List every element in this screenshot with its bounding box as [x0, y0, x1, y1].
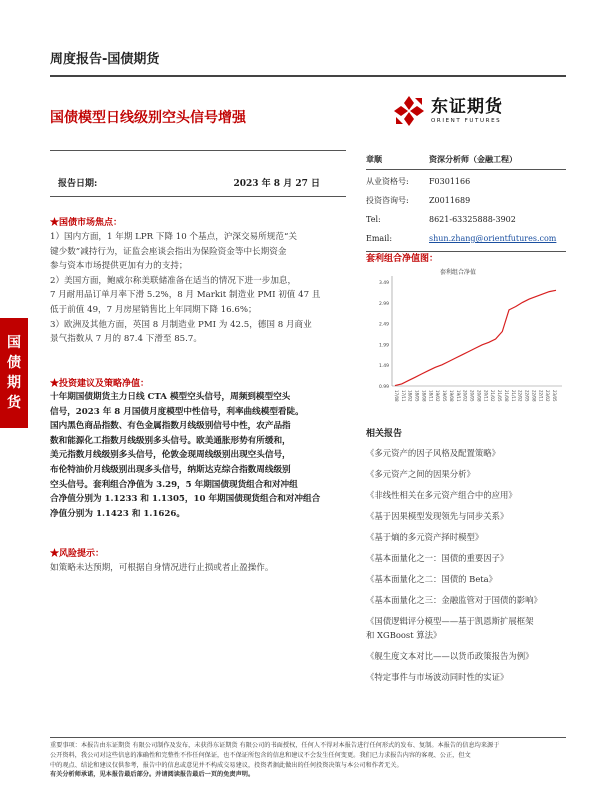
logo-name-cn: 东证期货 [431, 97, 503, 117]
x-tick-label: 20/11 [483, 390, 489, 402]
y-tick-label: 1.99 [378, 343, 389, 349]
x-tick-label: 19/02 [435, 390, 441, 402]
investment-advice-section [50, 376, 350, 521]
related-report-link[interactable]: 《基本面量化之二：国债的 Beta》 [366, 574, 498, 584]
disclaimer-line: 重要事项：本报告由东证期货 有限公司制作及发布，未获得东证期货 有限公司的书面授权，任何人不得对本报告进行任何形式的发布、复制。本报告的信息均来源于 [50, 742, 500, 749]
x-tick-label: 21/02 [490, 390, 496, 402]
x-tick-label: 19/11 [455, 390, 461, 402]
disclaimer-line: 公开资料，我公司对这些信息的准确性和完整性不作任何保证，也不保证所包含的信息和建议不会发生任何变更。我们已力求报告内容的客观、公正，但文 [50, 751, 471, 759]
analyst-name: 章顺 [366, 154, 382, 164]
advice-line: 十年期国债期货主力日线 CTA 模型空头信号，周频到模型空头 [50, 392, 291, 402]
market-focus-heading: ★国债市场焦点： [50, 218, 123, 228]
advice-line: 净值分别为 1.1423 和 1.1626。 [50, 508, 185, 519]
x-tick-label: 18/05 [414, 390, 420, 402]
x-tick-label: 20/08 [476, 390, 482, 402]
report-date-row [50, 176, 340, 189]
advice-heading: ★投资建议及策略净值： [50, 379, 150, 389]
y-tick-label: 3.49 [378, 281, 389, 286]
related-reports [366, 426, 566, 692]
x-tick-label: 23/05 [552, 390, 557, 402]
advice-line: 国内黑色商品指数、有色金属指数月线级别信号中性，农产品指 [50, 421, 291, 432]
related-report-link[interactable]: 《基于因果模型发现领先与同步关系》 [366, 511, 509, 521]
market-line: 1）国内方面，1 年期 LPR 下降 10 个基点，沪深交易所规范“关 [50, 232, 297, 242]
advice-line: 信号，2023 年 8 月国债月度模型中性信号，利率曲线模型看陡。 [50, 406, 304, 417]
market-line: 景气指数从 7 月的 87.4 下滑至 85.7。 [50, 334, 202, 345]
advice-line: 美元指数月线级别多头信号，伦敦金现周线级别出现空头信号， [50, 450, 291, 461]
report-date-label: 报告日期: [58, 179, 98, 189]
disclaimer-line: 有关分析师承诺，见本报告最后部分。并请阅读报告最后一页的免责声明。 [50, 771, 255, 779]
risk-section [50, 546, 350, 576]
related-report-link-cont[interactable]: 和 XGBoost 算法》 [366, 630, 442, 640]
side-tab-char: 期 [7, 375, 21, 391]
chart-heading: 套利组合净值图： [366, 254, 439, 264]
nav-chart [366, 262, 566, 412]
side-category-tab [0, 318, 28, 428]
analyst-field-value: Z0011689 [429, 196, 471, 205]
disclaimer-line: 中的观点、结论和建议仅供参考，报告中的信息或意见并不构成交易建议，投资者据此做出的任何投资决策与本公司和作者无关。 [50, 761, 403, 769]
x-tick-label: 17/11 [400, 390, 406, 402]
analyst-info [366, 150, 566, 252]
x-tick-label: 22/05 [524, 390, 530, 402]
x-tick-label: 17/08 [394, 390, 399, 402]
y-tick-label: 0.99 [378, 385, 389, 390]
analyst-field-value: 8621-63325888-3902 [429, 215, 516, 224]
market-line: 2）美国方面，鲍威尔称美联储准备在适当的情况下进一步加息， [50, 275, 297, 286]
orient-futures-logo-icon [393, 95, 425, 127]
related-report-link[interactable]: 《基本面量化之一：国债的重要因子》 [366, 553, 509, 563]
analyst-field-value: F0301166 [429, 177, 471, 186]
x-tick-label: 21/08 [503, 390, 509, 402]
advice-line: 布伦特油价月线级别出现多头信号，纳斯达克综合指数周线级别 [50, 464, 291, 475]
market-line: 3）欧洲及其他方面，英国 8 月制造业 PMI 为 42.5，德国 8 月商业 [50, 319, 312, 330]
related-report-link[interactable]: 《基于熵的多元资产择时模型》 [366, 532, 484, 542]
x-tick-label: 18/08 [421, 390, 427, 402]
market-focus-section [50, 215, 350, 347]
x-tick-label: 22/08 [531, 390, 537, 402]
y-tick-label: 2.99 [378, 301, 389, 307]
related-report-link[interactable]: 《非线性相关在多元资产组合中的应用》 [366, 490, 517, 500]
x-tick-label: 20/02 [462, 390, 468, 402]
disclaimer [50, 741, 566, 780]
analyst-field-key: Email: [366, 234, 393, 243]
footer-rule [50, 737, 566, 738]
y-tick-label: 2.49 [378, 322, 389, 328]
x-tick-label: 23/02 [545, 390, 551, 402]
nav-chart-svg [366, 262, 566, 412]
company-logo [393, 92, 563, 130]
x-tick-label: 21/05 [497, 390, 503, 402]
side-tab-char: 债 [7, 355, 21, 371]
market-line: 键少数”减持行为，证监会座谈会指出为保险资金等中长期资金 [50, 246, 287, 257]
analyst-email-link[interactable]: shun.zhang@orientfutures.com [429, 234, 557, 243]
header-rule [50, 75, 566, 77]
analyst-role: 资深分析师（金融工程） [429, 154, 517, 164]
related-report-link[interactable]: 《多元资产的因子风格及配置策略》 [366, 448, 500, 458]
x-tick-label: 19/05 [442, 390, 448, 402]
side-tab-char: 货 [7, 395, 21, 411]
risk-heading: ★风险提示： [50, 549, 105, 559]
related-report-link[interactable]: 《多元资产之间的因果分析》 [366, 469, 475, 479]
market-line: 低于前值 49，7 月房屋销售比上年同期下降 16.6%； [50, 304, 257, 315]
analyst-field-key: Tel: [366, 215, 381, 224]
analyst-field-key: 从业资格号: [366, 177, 409, 186]
x-tick-label: 18/02 [407, 390, 413, 402]
side-tab-char: 国 [7, 335, 21, 351]
related-report-link[interactable]: 《舰生度文本对比——以货币政策报告为例》 [366, 651, 534, 661]
x-tick-label: 20/05 [469, 390, 475, 402]
x-tick-label: 18/11 [428, 390, 434, 402]
x-tick-label: 22/02 [517, 390, 523, 402]
x-tick-label: 19/08 [448, 390, 454, 402]
divider [50, 150, 346, 151]
logo-name-en: ORIENT FUTURES [431, 118, 502, 124]
related-report-link[interactable]: 《特定事件与市场波动同时性的实证》 [366, 672, 509, 682]
series-line-nav [395, 290, 556, 385]
analyst-field-key: 投资咨询号: [366, 196, 409, 205]
report-type: 周度报告-国债期货 [50, 52, 160, 67]
y-tick-label: 1.49 [378, 364, 389, 370]
divider [50, 196, 346, 197]
divider [366, 169, 566, 170]
advice-line: 空头信号。套利组合净值为 3.29，5 年期国债现货组合和对冲组 [50, 479, 298, 490]
risk-text: 如策略未达预期，可根据自身情况进行止损或者止盈操作。 [50, 563, 274, 573]
page-title: 国债模型日线级别空头信号增强 [50, 110, 246, 126]
report-date-value: 2023 年 8 月 27 日 [233, 179, 320, 189]
market-line: 参与资本市场提供更加有力的支持； [50, 261, 188, 272]
x-tick-label: 22/11 [538, 390, 544, 402]
advice-line: 数和能源化工指数月线级别多头信号。欧美通胀形势有所缓和， [50, 435, 291, 446]
related-report-link[interactable]: 《基本面量化之三：金融监管对于国债的影响》 [366, 595, 542, 605]
advice-line: 合净值分别为 1.1233 和 1.1305，10 年期国债现货组合和对冲组合 [50, 494, 321, 505]
related-report-link[interactable]: 《国债逻辑评分模型——基于凯恩斯扩展框架 [366, 616, 534, 626]
related-heading: 相关报告 [366, 429, 403, 439]
market-line: 7 月耐用品订单月率下滑 5.2%，8 月 Markit 制造业 PMI 初值 47 且 [50, 290, 321, 301]
chart-title: 套利组合净值 [439, 269, 477, 276]
x-tick-label: 21/11 [510, 390, 516, 402]
